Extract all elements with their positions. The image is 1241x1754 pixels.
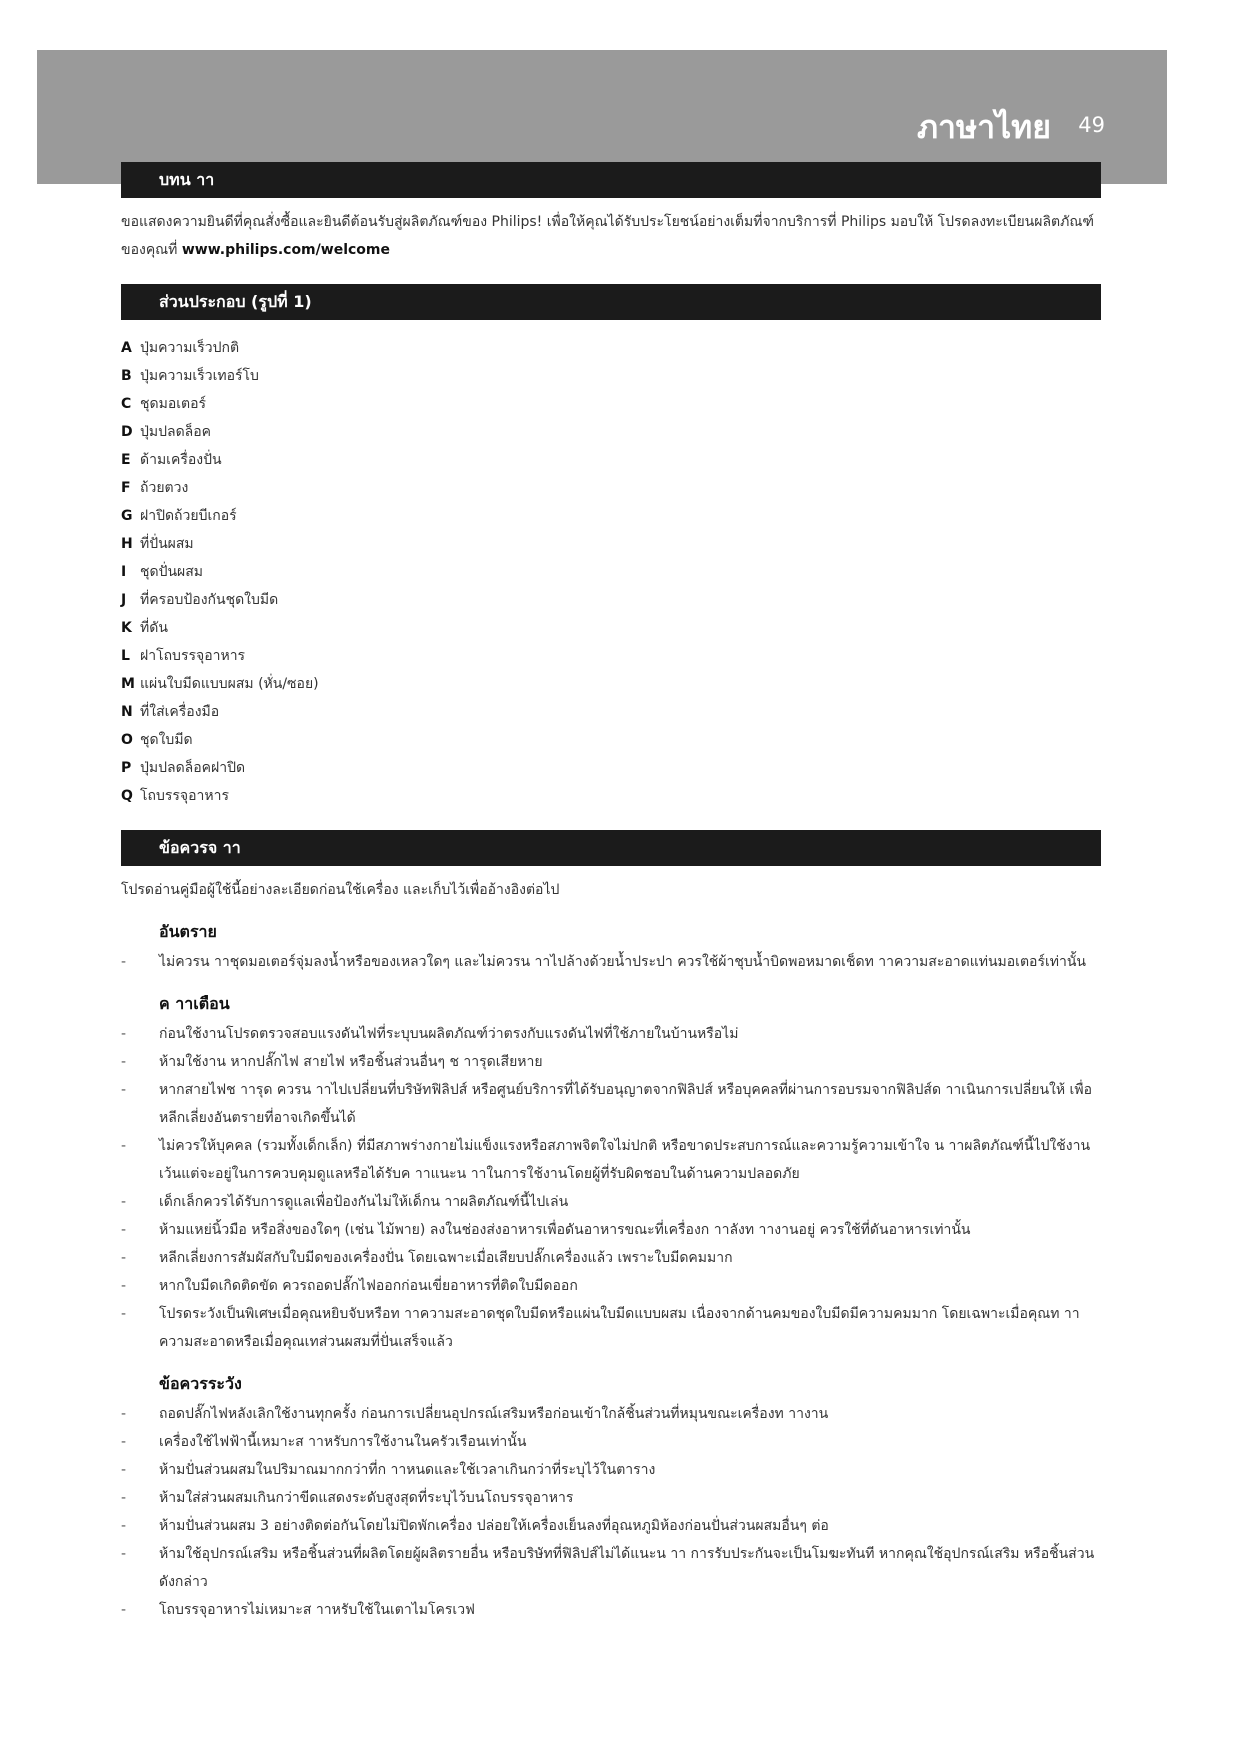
- part-label: ปุ่มความเร็วเทอร์โบ: [140, 368, 259, 384]
- part-letter: K: [121, 620, 132, 636]
- caution-heading: ข้อควรระวัง: [159, 1374, 242, 1393]
- part-item: [121, 642, 1101, 670]
- caution-bullet-text: ห้ามใช้อุปกรณ์เสริม หรือชิ้นส่วนที่ผลิตโดยผู้ผลิตรายอื่น หรือบริษัทที่ฟิลิปส์ไม่ได้แนะน าา การรับประกันจะเป็นโมฆะทันที หากคุณใช้อุปกรณ์เสริม หรือชิ้นส่วนดังกล่าว: [159, 1546, 1095, 1590]
- warning-bullet-text: หลีกเลี่ยงการสัมผัสกับใบมีดของเครื่องปั่น โดยเฉพาะเมื่อเสียบปลั๊กเครื่องแล้ว เพราะใบมีดคมมาก: [159, 1250, 733, 1266]
- bullet-dash: -: [121, 1138, 127, 1154]
- warning-bullet-text: หากสายไฟช าารุด ควรน าาไปเปลี่ยนที่บริษัทฟิลิปส์ หรือศูนย์บริการที่ได้รับอนุญาตจากฟิลิปส์ หรือบุคคลที่ผ่านการอบรมจากฟิลิปส์ด าาเนินการเปลี่ยนให้ เพื่อหลีกเลี่ยงอันตรายที่อาจเกิดขึ้นได้: [159, 1082, 1092, 1126]
- part-letter: G: [121, 508, 133, 524]
- bullet-dash: -: [121, 1278, 127, 1294]
- bullet-dash: -: [121, 1462, 127, 1478]
- part-item: [121, 586, 1101, 614]
- part-label: ที่ใส่เครื่องมือ: [140, 704, 220, 720]
- warning-bullet-text: หากใบมีดเกิดติดขัด ควรถอดปลั๊กไฟออกก่อนเขี่ยอาหารที่ติดใบมีดออก: [159, 1278, 578, 1294]
- caution-bullet-text: ถอดปลั๊กไฟหลังเลิกใช้งานทุกครั้ง ก่อนการเปลี่ยนอุปกรณ์เสริมหรือก่อนเข้าใกล้ชิ้นส่วนที่หมุนขณะเครื่องท าางาน: [159, 1406, 829, 1422]
- part-item: [121, 446, 1101, 474]
- warning-bullet: [121, 1076, 1101, 1132]
- part-letter: D: [121, 424, 133, 440]
- warning-bullet: [121, 1300, 1101, 1356]
- caution-bullet-text: ห้ามปั่นส่วนผสมในปริมาณมากกว่าที่ก าาหนดและใช้เวลาเกินกว่าที่ระบุไว้ในตาราง: [159, 1462, 656, 1478]
- caution-bullet-text: ห้ามใส่ส่วนผสมเกินกว่าขีดแสดงระดับสูงสุดที่ระบุไว้บนโถบรรจุอาหาร: [159, 1490, 574, 1506]
- part-letter: J: [121, 592, 127, 608]
- bullet-dash: -: [121, 1602, 127, 1618]
- warning-bullet: [121, 1132, 1101, 1188]
- bullet-dash: -: [121, 1082, 127, 1098]
- part-letter: F: [121, 480, 131, 496]
- part-label: โถบรรจุอาหาร: [140, 788, 230, 804]
- part-letter: N: [121, 704, 133, 720]
- warning-heading: ค าาเตือน: [159, 994, 230, 1013]
- part-label: ชุดมอเตอร์: [140, 396, 207, 412]
- page-content: [121, 162, 1101, 1624]
- bullet-dash: -: [121, 1306, 127, 1322]
- page-number: 49: [1078, 113, 1105, 137]
- intro-paragraph: [121, 208, 1101, 264]
- bullet-dash: -: [121, 1250, 127, 1266]
- warning-bullet-text: ห้ามแหย่นิ้วมือ หรือสิ่งของใดๆ (เช่น ไม้พาย) ลงในช่องส่งอาหารเพื่อดันอาหารขณะที่เครื่องก าาลังท าางานอยู่ ควรใช้ที่ดันอาหารเท่านั้น: [159, 1222, 971, 1238]
- caution-bullet: [121, 1400, 1101, 1428]
- part-letter: O: [121, 732, 133, 748]
- caution-bullet: [121, 1484, 1101, 1512]
- warning-bullet: [121, 1048, 1101, 1076]
- warning-bullet: [121, 1272, 1101, 1300]
- warning-bullet: [121, 1244, 1101, 1272]
- part-label: ฝาปิดถ้วยบีเกอร์: [140, 508, 237, 524]
- part-label: ชุดใบมีด: [140, 732, 193, 748]
- caution-list: [121, 1400, 1101, 1624]
- warning-bullet: [121, 1020, 1101, 1048]
- part-item: [121, 754, 1101, 782]
- bullet-dash: -: [121, 1490, 127, 1506]
- caution-bullet: [121, 1540, 1101, 1596]
- part-item: [121, 782, 1101, 810]
- part-label: แผ่นใบมีดแบบผสม (หั่น/ซอย): [140, 676, 319, 692]
- bullet-dash: -: [121, 1546, 127, 1562]
- caution-bullet: [121, 1596, 1101, 1624]
- warning-bullet-text: เด็กเล็กควรได้รับการดูแลเพื่อป้องกันไม่ให้เด็กน าาผลิตภัณฑ์นี้ไปเล่น: [159, 1194, 569, 1210]
- caution-bullet-text: ห้ามปั่นส่วนผสม 3 อย่างติดต่อกันโดยไม่ปิดพักเครื่อง ปล่อยให้เครื่องเย็นลงที่อุณหภูมิห้องก่อนปั่นส่วนผสมอื่นๆ ต่อ: [159, 1518, 829, 1534]
- bullet-dash: -: [121, 1194, 127, 1210]
- language-title: ภาษาไทย: [916, 108, 1051, 146]
- warning-bullet-text: โปรดระวังเป็นพิเศษเมื่อคุณหยิบจับหรือท าาความสะอาดชุดใบมีดหรือแผ่นใบมีดแบบผสม เนื่องจากด้านคมของใบมีดมีความคมมาก โดยเฉพาะเมื่อคุณท าาความสะอาดหรือเมื่อคุณเทส่วนผสมที่ปั่นเสร็จแล้ว: [159, 1306, 1080, 1350]
- part-label: ชุดปั่นผสม: [140, 564, 204, 580]
- parts-list: [121, 334, 1101, 810]
- bullet-dash: -: [121, 1406, 127, 1422]
- danger-bullet-text: ไม่ควรน าาชุดมอเตอร์จุ่มลงน้ำหรือของเหลวใดๆ และไม่ควรน าาไปล้างด้วยน้ำประปา ควรใช้ผ้าชุบน้ำบิดพอหมาดเช็ดท าาความสะอาดแท่นมอเตอร์เท่านั้น: [159, 954, 1086, 970]
- part-letter: M: [121, 676, 135, 692]
- warning-bullet-text: ก่อนใช้งานโปรดตรวจสอบแรงดันไฟที่ระบุบนผลิตภัณฑ์ว่าตรงกับแรงดันไฟที่ใช้ภายในบ้านหรือไม่: [159, 1026, 739, 1042]
- part-item: [121, 726, 1101, 754]
- part-item: [121, 418, 1101, 446]
- important-intro: โปรดอ่านคู่มือผู้ใช้นี้อย่างละเอียดก่อนใช้เครื่อง และเก็บไว้เพื่ออ้างอิงต่อไป: [121, 882, 560, 898]
- part-letter: E: [121, 452, 131, 468]
- part-label: ปุ่มปลดล็อคฝาปิด: [140, 760, 246, 776]
- bullet-dash: -: [121, 1054, 127, 1070]
- part-letter: Q: [121, 788, 133, 804]
- part-label: ถ้วยตวง: [140, 480, 189, 496]
- part-letter: L: [121, 648, 130, 664]
- part-label: ที่ปั่นผสม: [140, 536, 194, 552]
- part-item: [121, 614, 1101, 642]
- part-item: [121, 474, 1101, 502]
- warning-bullet-text: ห้ามใช้งาน หากปลั๊กไฟ สายไฟ หรือชิ้นส่วนอื่นๆ ช าารุดเสียหาย: [159, 1054, 543, 1070]
- part-label: ที่ครอบป้องกันชุดใบมีด: [140, 592, 279, 608]
- part-item: [121, 502, 1101, 530]
- caution-bullet: [121, 1428, 1101, 1456]
- bullet-dash: -: [121, 954, 127, 970]
- danger-bullet: [121, 948, 1101, 976]
- warning-bullet-text: ไม่ควรให้บุคคล (รวมทั้งเด็กเล็ก) ที่มีสภาพร่างกายไม่แข็งแรงหรือสภาพจิตใจไม่ปกติ หรือขาดประสบการณ์และความรู้ความเข้าใจ น าาผลิตภัณฑ์นี้ไปใช้งาน เว้นแต่จะอยู่ในการควบคุมดูแลหรือได้รับค าาแนะน าาในการใช้งานโดยผู้ที่รับผิดชอบในด้านความปลอดภัย: [159, 1138, 1091, 1182]
- part-item: [121, 334, 1101, 362]
- intro-text: ขอแสดงความยินดีที่คุณสั่งซื้อและยินดีต้อนรับสู่ผลิตภัณฑ์ของ Philips! เพื่อให้คุณได้รับประโยชน์อย่างเต็มที่จากบริการที่ Philips มอบให้ โปรดลงทะเบียนผลิตภัณฑ์ของคุณที่: [121, 214, 1094, 258]
- caution-bullet: [121, 1456, 1101, 1484]
- danger-heading: อันตราย: [159, 922, 217, 941]
- caution-bullet-text: โถบรรจุอาหารไม่เหมาะส าาหรับใช้ในเตาไมโครเวฟ: [159, 1602, 475, 1618]
- warning-bullet: [121, 1188, 1101, 1216]
- welcome-link[interactable]: www.philips.com/welcome: [181, 242, 390, 258]
- part-label: ปุ่มปลดล็อค: [140, 424, 212, 440]
- part-letter: H: [121, 536, 133, 552]
- part-letter: A: [121, 340, 132, 356]
- bullet-dash: -: [121, 1434, 127, 1450]
- section-introduction-title: บทน าา: [121, 162, 1101, 198]
- part-item: [121, 530, 1101, 558]
- bullet-dash: -: [121, 1222, 127, 1238]
- section-important-title: ข้อควรจ าา: [121, 830, 1101, 866]
- part-label: ที่ดัน: [140, 620, 168, 636]
- part-label: ปุ่มความเร็วปกติ: [140, 340, 240, 356]
- part-item: [121, 362, 1101, 390]
- bullet-dash: -: [121, 1026, 127, 1042]
- part-letter: B: [121, 368, 132, 384]
- part-letter: P: [121, 760, 132, 776]
- part-item: [121, 390, 1101, 418]
- part-item: [121, 698, 1101, 726]
- caution-bullet: [121, 1512, 1101, 1540]
- part-item: [121, 670, 1101, 698]
- bullet-dash: -: [121, 1518, 127, 1534]
- part-label: ด้ามเครื่องปั่น: [140, 452, 222, 468]
- caution-bullet-text: เครื่องใช้ไฟฟ้านี้เหมาะส าาหรับการใช้งานในครัวเรือนเท่านั้น: [159, 1434, 527, 1450]
- part-label: ฝาโถบรรจุอาหาร: [140, 648, 246, 664]
- part-letter: I: [121, 564, 127, 580]
- part-letter: C: [121, 396, 132, 412]
- danger-list: [121, 948, 1101, 976]
- section-parts-title: ส่วนประกอบ (รูปที่ 1): [121, 284, 1101, 320]
- warning-bullet: [121, 1216, 1101, 1244]
- part-item: [121, 558, 1101, 586]
- warning-list: [121, 1020, 1101, 1356]
